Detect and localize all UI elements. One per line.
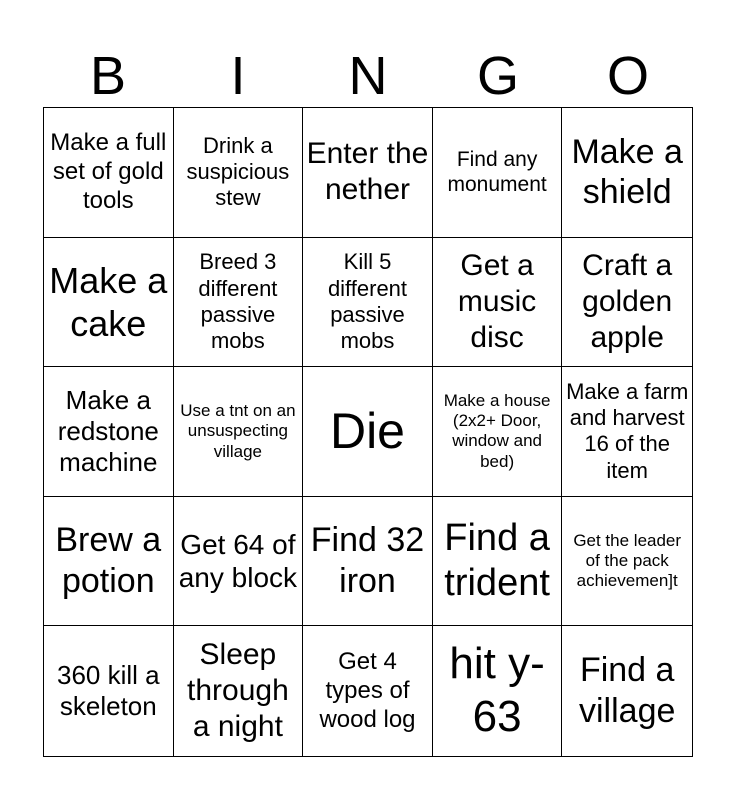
bingo-cell-text: Get 64 of any block [178, 528, 298, 594]
bingo-grid [43, 107, 693, 757]
bingo-cell-text: Use a tnt on an unsuspecting village [180, 400, 296, 461]
header-letter-o: O [606, 46, 649, 106]
bingo-cell-r2c2[interactable] [174, 238, 304, 368]
bingo-cell-text: Die [329, 403, 405, 460]
bingo-cell-text: Drink a suspicious stew [186, 132, 290, 211]
bingo-cell-text: Find a trident [444, 516, 550, 605]
bingo-cell-r1c1[interactable] [44, 108, 174, 238]
bingo-cell-r2c3[interactable] [303, 238, 433, 368]
bingo-cell-text: Make a cake [49, 259, 168, 344]
bingo-cell-r4c5[interactable] [562, 497, 692, 627]
bingo-cell-text: Enter the nether [306, 137, 429, 207]
header-letter-n: N [348, 46, 388, 106]
bingo-header [43, 46, 693, 106]
bingo-cell-text: 360 kill a skeleton [56, 660, 160, 722]
bingo-cell-text: Brew a potion [55, 521, 162, 601]
bingo-cell-r4c1[interactable] [44, 497, 174, 627]
bingo-cell-r1c2[interactable] [174, 108, 304, 238]
header-letter-g: G [476, 46, 519, 106]
bingo-cell-r4c3[interactable] [303, 497, 433, 627]
bingo-cell-text: Get 4 types of wood log [319, 648, 416, 733]
bingo-cell-r2c5[interactable] [562, 238, 692, 368]
bingo-cell-text: Find a village [579, 651, 676, 731]
bingo-cell-text: Make a redstone machine [57, 384, 159, 478]
bingo-cell-r3c3[interactable] [303, 367, 433, 497]
bingo-cell-text: Get the leader of the pack achievemen]t [573, 530, 682, 591]
bingo-cell-text: Make a farm and harvest 16 of the item [566, 378, 689, 483]
header-letter-b: B [89, 46, 127, 106]
bingo-cell-r3c2[interactable] [174, 367, 304, 497]
bingo-cell-text: Get a music disc [457, 248, 537, 354]
bingo-cell-r3c4[interactable] [433, 367, 563, 497]
bingo-cell-r4c2[interactable] [174, 497, 304, 627]
bingo-cell-text: Breed 3 different passive mobs [198, 249, 278, 354]
bingo-cell-text: hit y-63 [449, 639, 545, 742]
bingo-cell-r2c4[interactable] [433, 238, 563, 368]
bingo-cell-r5c2[interactable] [174, 626, 304, 756]
bingo-cell-r5c3[interactable] [303, 626, 433, 756]
bingo-cell-text: Sleep through a night [187, 638, 289, 744]
bingo-cell-r5c5[interactable] [562, 626, 692, 756]
bingo-cell-text: Kill 5 different passive mobs [327, 249, 408, 354]
bingo-cell-text: Make a shield [571, 132, 683, 212]
bingo-cell-text: Make a full set of gold tools [50, 129, 167, 214]
bingo-cell-r4c4[interactable] [433, 497, 563, 627]
bingo-cell-r3c1[interactable] [44, 367, 174, 497]
bingo-cell-r5c1[interactable] [44, 626, 174, 756]
bingo-cell-text: Find any monument [447, 148, 547, 197]
bingo-cell-r1c5[interactable] [562, 108, 692, 238]
bingo-cell-r2c1[interactable] [44, 238, 174, 368]
bingo-cell-r1c4[interactable] [433, 108, 563, 238]
bingo-cell-text: Make a house (2x2+ Door, window and bed) [443, 390, 551, 471]
header-letter-i: I [230, 46, 246, 106]
bingo-cell-r1c3[interactable] [303, 108, 433, 238]
bingo-cell-text: Find 32 iron [310, 521, 425, 601]
bingo-cell-text: Craft a golden apple [582, 248, 673, 354]
bingo-cell-r3c5[interactable] [562, 367, 692, 497]
bingo-cell-r5c4[interactable] [433, 626, 563, 756]
